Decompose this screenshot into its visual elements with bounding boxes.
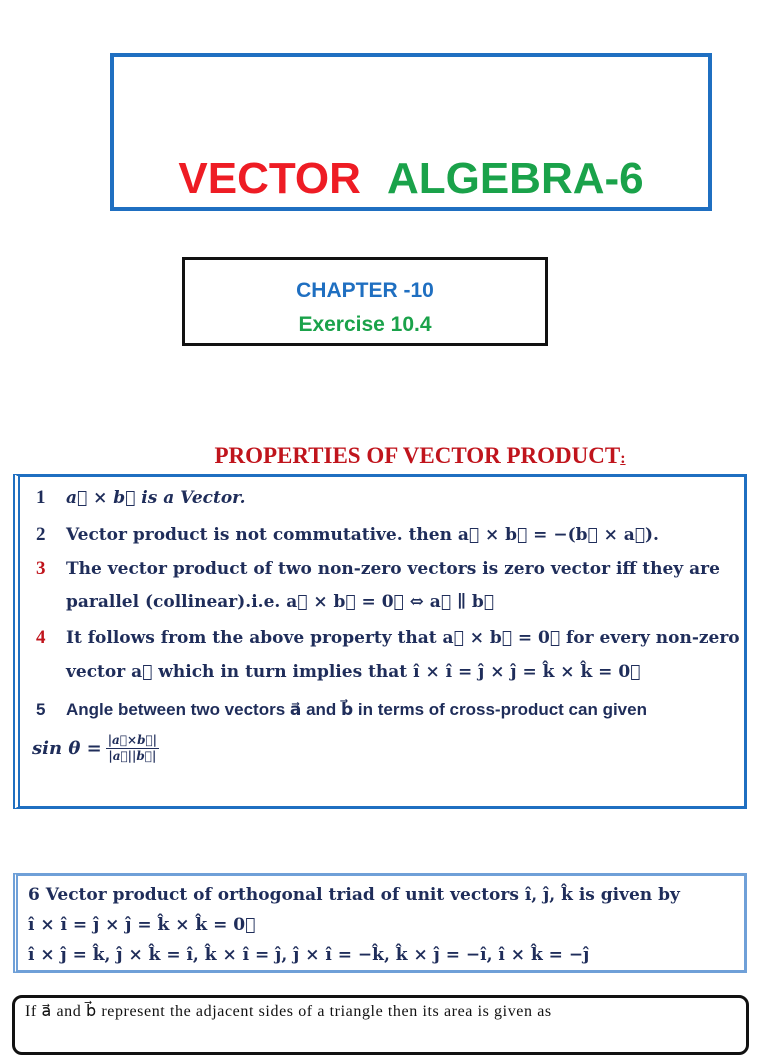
property-4-continued [36,661,640,683]
property-number: 4 [36,627,46,648]
title-word-algebra: ALGEBRA-6 [386,154,644,203]
property-text: It follows from the above property that a⃗ × b⃗ = 0⃗ for every non-zero [66,628,740,648]
properties-heading [0,443,768,469]
formula-numerator: |a⃗×b⃗| [107,733,158,747]
triangle-area-text: If a⃗ and b⃗ represent the adjacent sides of a triangle then its area is given as [25,1003,552,1020]
page-title [114,153,708,205]
chapter-label: CHAPTER -10 [296,279,434,302]
property-1 [36,487,246,509]
formula-fraction [106,733,159,764]
properties-heading-colon: : [620,450,626,467]
orthogonal-triad-box [13,873,747,973]
property-4 [36,627,740,649]
property-2 [36,524,659,546]
property-text: a⃗ × b⃗ is a Vector. [66,488,246,508]
formula-denominator: |a⃗||b⃗| [108,749,157,763]
property-number: 1 [36,487,46,508]
triad-line-2 [28,914,255,936]
sin-theta-formula [32,733,159,764]
triad-text: î × î = ĵ × ĵ = k̂ × k̂ = 0⃗ [28,915,256,935]
properties-heading-text: PROPERTIES OF VECTOR PRODUCT [214,443,621,468]
title-word-vector: VECTOR [178,154,361,203]
formula-lhs: sin θ = [32,738,102,759]
property-text: vector a⃗ which in turn implies that î × î = ĵ × ĵ = k̂ × k̂ = 0⃗ [66,662,641,682]
chapter-box [182,257,548,346]
property-text: Vector product is not commutative. then a⃗ × b⃗ = −(b⃗ × a⃗). [66,525,659,545]
triad-text: î × ĵ = k̂, ĵ × k̂ = î, k̂ × î = ĵ, ĵ × î = −k̂, k̂ × ĵ = −î, î × k̂ = −ĵ [28,945,590,965]
property-3-continued [36,591,494,613]
triangle-area-box [12,995,749,1055]
properties-box [13,474,747,809]
title-box [110,53,712,211]
triad-text: 6 Vector product of orthogonal triad of unit vectors î, ĵ, k̂ is given by [28,885,680,905]
property-5 [36,699,647,721]
triad-line-3 [28,944,589,966]
property-number: 3 [36,558,46,579]
property-text: parallel (collinear).i.e. a⃗ × b⃗ = 0⃗ ⇔ a⃗ ∥ b⃗ [66,592,494,612]
property-3 [36,558,720,580]
property-number: 5 [36,700,46,719]
property-text: The vector product of two non-zero vectors is zero vector iff they are [66,559,720,579]
property-text: Angle between two vectors a⃗ and b⃗ in terms of cross-product can given [66,700,647,719]
triad-line-1 [28,884,680,906]
exercise-label: Exercise 10.4 [298,313,432,336]
property-number: 2 [36,524,46,545]
